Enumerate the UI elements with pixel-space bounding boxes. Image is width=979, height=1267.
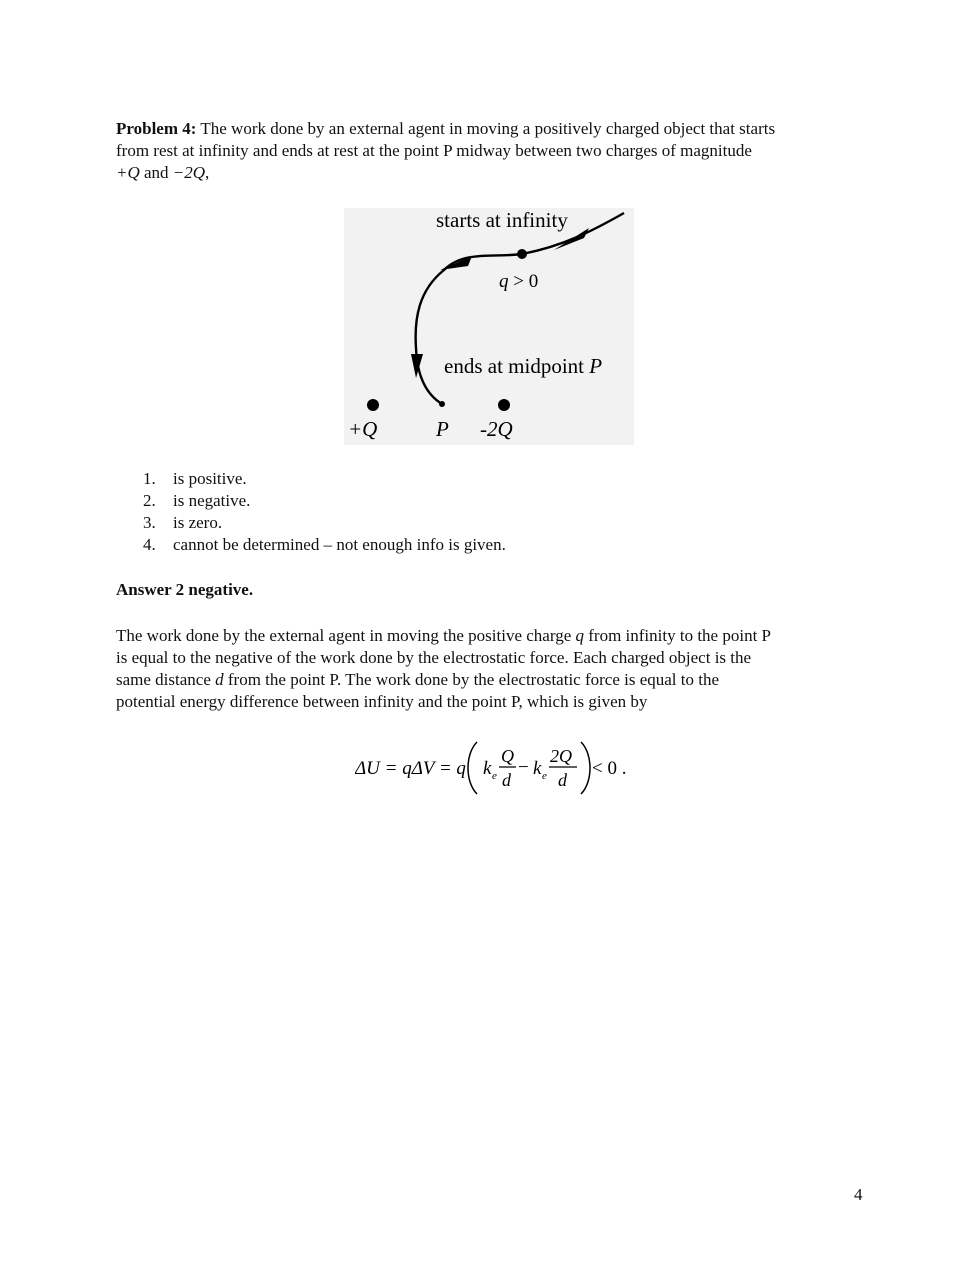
k-constant-1: k xyxy=(483,758,492,779)
explanation-line-3: same distance d from the point P. The work done by the electrostatic force is equal to the xyxy=(116,670,720,689)
fraction-1-denominator: d xyxy=(502,770,511,790)
equation-rhs: < 0 . xyxy=(592,758,627,779)
explanation-line-2: is equal to the negative of the work done by the electrostatic force. Each charged object is the xyxy=(116,648,752,667)
negative-charge-dot xyxy=(498,399,510,411)
choice-4: 4. cannot be determined – not enough info is given. xyxy=(143,535,506,554)
answer-heading: Answer 2 negative. xyxy=(116,580,254,599)
choice-3: 3. is zero. xyxy=(143,513,223,532)
fraction-2-numerator: 2Q xyxy=(550,746,572,766)
problem-label: Problem 4: xyxy=(116,119,197,138)
problem-statement xyxy=(116,118,868,184)
left-paren xyxy=(468,742,477,794)
explanation-line-1: The work done by the external agent in moving the positive charge q from infinity to the point P xyxy=(116,626,771,645)
label-negative-charge: -2Q xyxy=(480,417,513,441)
label-positive-charge: +Q xyxy=(348,417,378,441)
equation-lhs: ΔU = qΔV = q xyxy=(355,758,466,779)
label-test-charge: q > 0 xyxy=(499,271,539,292)
fraction-2-denominator: d xyxy=(558,770,567,790)
choice-2: 2. is negative. xyxy=(143,491,251,510)
label-point-p: P xyxy=(436,417,449,441)
problem-line-3: +Q and −2Q, xyxy=(116,163,210,182)
positive-charge-dot xyxy=(367,399,379,411)
problem-line-1: Problem 4: The work done by an external agent in moving a positively charged object that starts xyxy=(116,119,776,138)
k-subscript-2: e xyxy=(542,770,547,782)
label-ends-at-midpoint: ends at midpoint P xyxy=(444,354,603,378)
problem-line-2: from rest at infinity and ends at rest at the point P midway between two charges of magnitude xyxy=(116,141,752,160)
fraction-1-numerator: Q xyxy=(501,746,514,766)
charge-path-figure xyxy=(344,208,634,445)
charge-negative: −2Q xyxy=(172,163,206,182)
right-paren xyxy=(581,742,590,794)
page-number: 4 xyxy=(854,1185,863,1204)
explanation-line-4: potential energy difference between infinity and the point P, which is given by xyxy=(116,692,648,711)
choice-1: 1. is positive. xyxy=(143,469,247,488)
label-starts-at-infinity: starts at infinity xyxy=(436,208,568,232)
answer-choices xyxy=(143,468,506,556)
test-charge-dot xyxy=(517,249,527,259)
explanation xyxy=(116,625,868,713)
k-constant-2: k xyxy=(533,758,542,779)
potential-energy-equation xyxy=(355,738,655,798)
charge-positive: +Q xyxy=(116,163,140,182)
point-p-dot xyxy=(439,401,445,407)
minus-sign: − xyxy=(518,757,529,778)
k-subscript-1: e xyxy=(492,770,497,782)
